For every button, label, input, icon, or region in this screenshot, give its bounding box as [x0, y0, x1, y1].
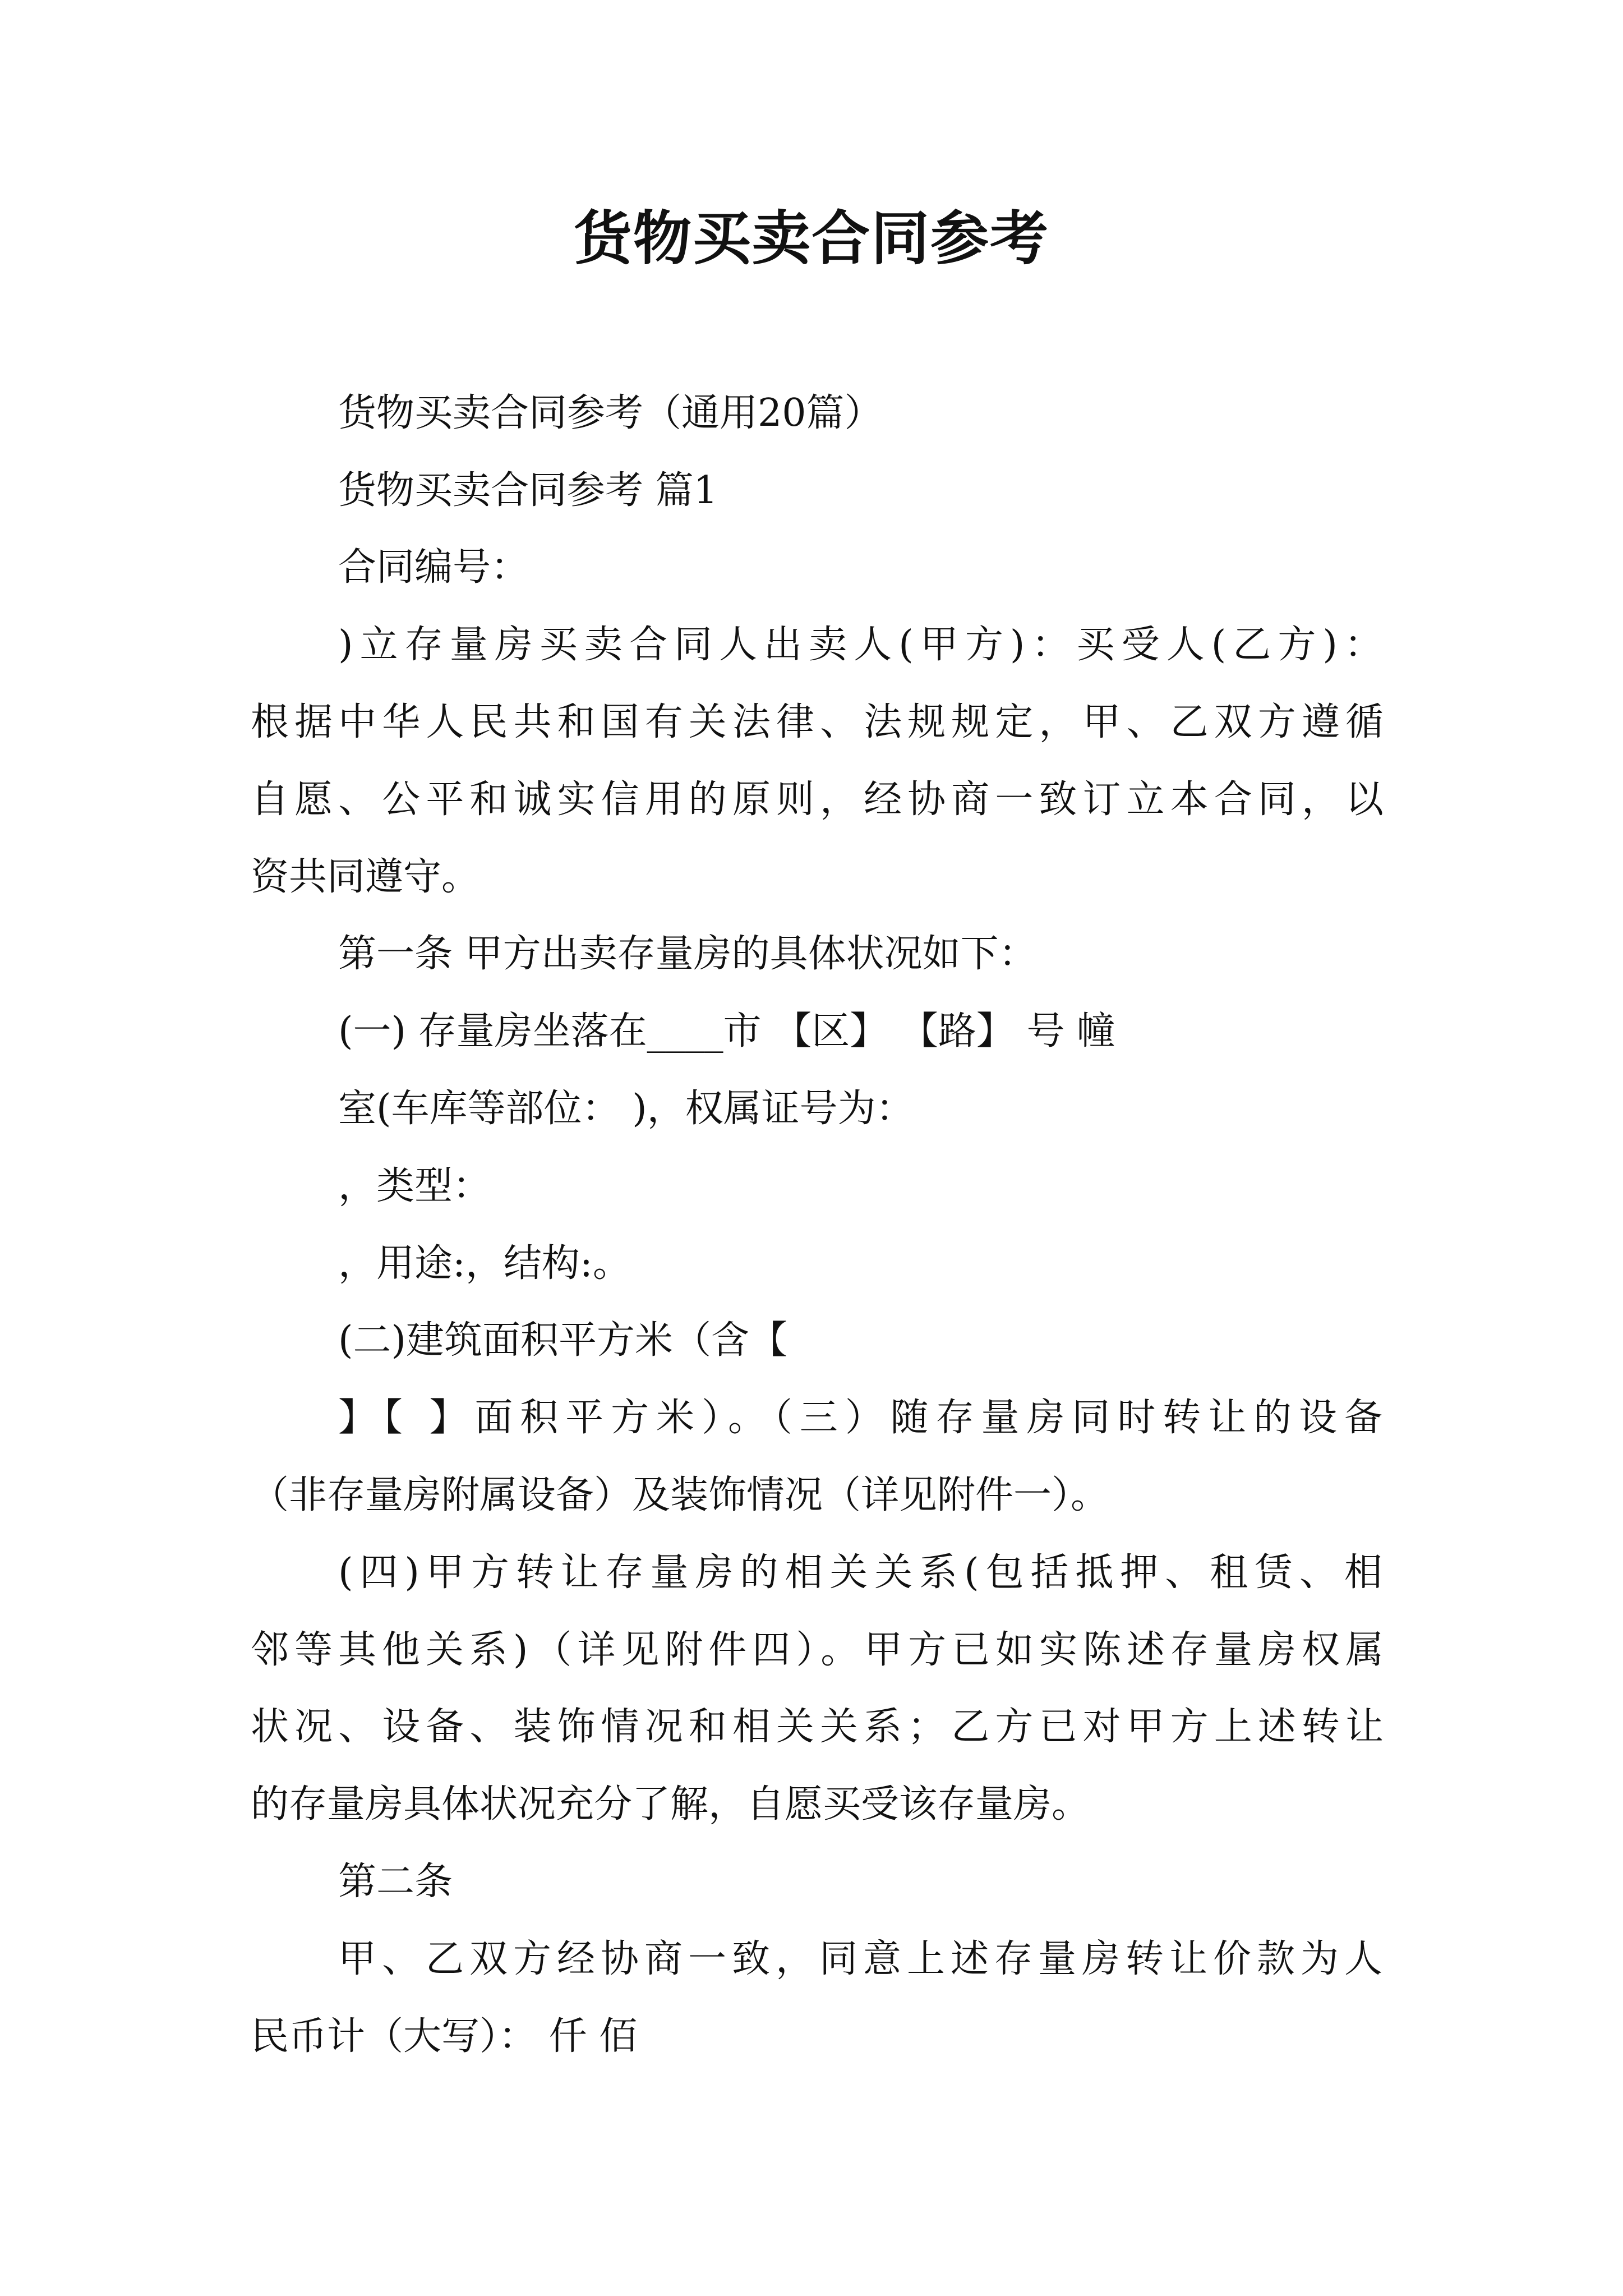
paragraph-line: 货物买卖合同参考（通用20篇）	[338, 391, 883, 435]
paragraph-line: 邻等其他关系)（详见附件四）。甲方已如实陈述存量房权属	[251, 1628, 1384, 1672]
paragraph-line: 第二条	[338, 1860, 453, 1904]
paragraph-line: ，类型：	[338, 1164, 491, 1208]
paragraph-line: 的存量房具体状况充分了解，自愿买受该存量房。	[251, 1782, 1090, 1826]
paragraph-line: 甲、乙双方经协商一致，同意上述存量房转让价款为人	[338, 1937, 1382, 1981]
paragraph-line: 根据中华人民共和国有关法律、法规规定，甲、乙双方遵循	[251, 700, 1384, 744]
paragraph-line: 第一条 甲方出卖存量房的具体状况如下：	[338, 932, 1037, 976]
paragraph-line: 货物买卖合同参考 篇1	[338, 468, 718, 513]
paragraph-line: 民币计（大写）： 仟 佰	[251, 2014, 638, 2059]
paragraph-line: (一) 存量房坐落在____市 【区】 【路】 号 幢	[338, 1009, 1115, 1053]
paragraph-line: 合同编号：	[338, 545, 529, 590]
paragraph-line: 状况、设备、装饰情况和相关关系；乙方已对甲方上述转让	[251, 1705, 1384, 1749]
paragraph-line: 自愿、公平和诚实信用的原则，经协商一致订立本合同，以	[251, 777, 1384, 822]
document-title: 货物买卖合同参考	[573, 204, 1049, 273]
paragraph-line: 室(车库等部位： )，权属证号为：	[338, 1087, 914, 1131]
paragraph-line: （非存量房附属设备）及装饰情况（详见附件一）。	[251, 1473, 1109, 1517]
paragraph-line: 资共同遵守。	[251, 855, 480, 899]
paragraph-line: )立存量房买卖合同人出卖人(甲方)：买受人(乙方)：	[338, 623, 1382, 667]
paragraph-line: (四)甲方转让存量房的相关关系(包括抵押、租赁、相	[338, 1550, 1382, 1595]
paragraph-line: 】【 】面积平方米）。（三）随存量房同时转让的设备	[338, 1396, 1382, 1440]
paragraph-line: (二)建筑面积平方米（含【	[338, 1318, 788, 1363]
paragraph-line: ，用途:，结构:。	[338, 1241, 631, 1286]
